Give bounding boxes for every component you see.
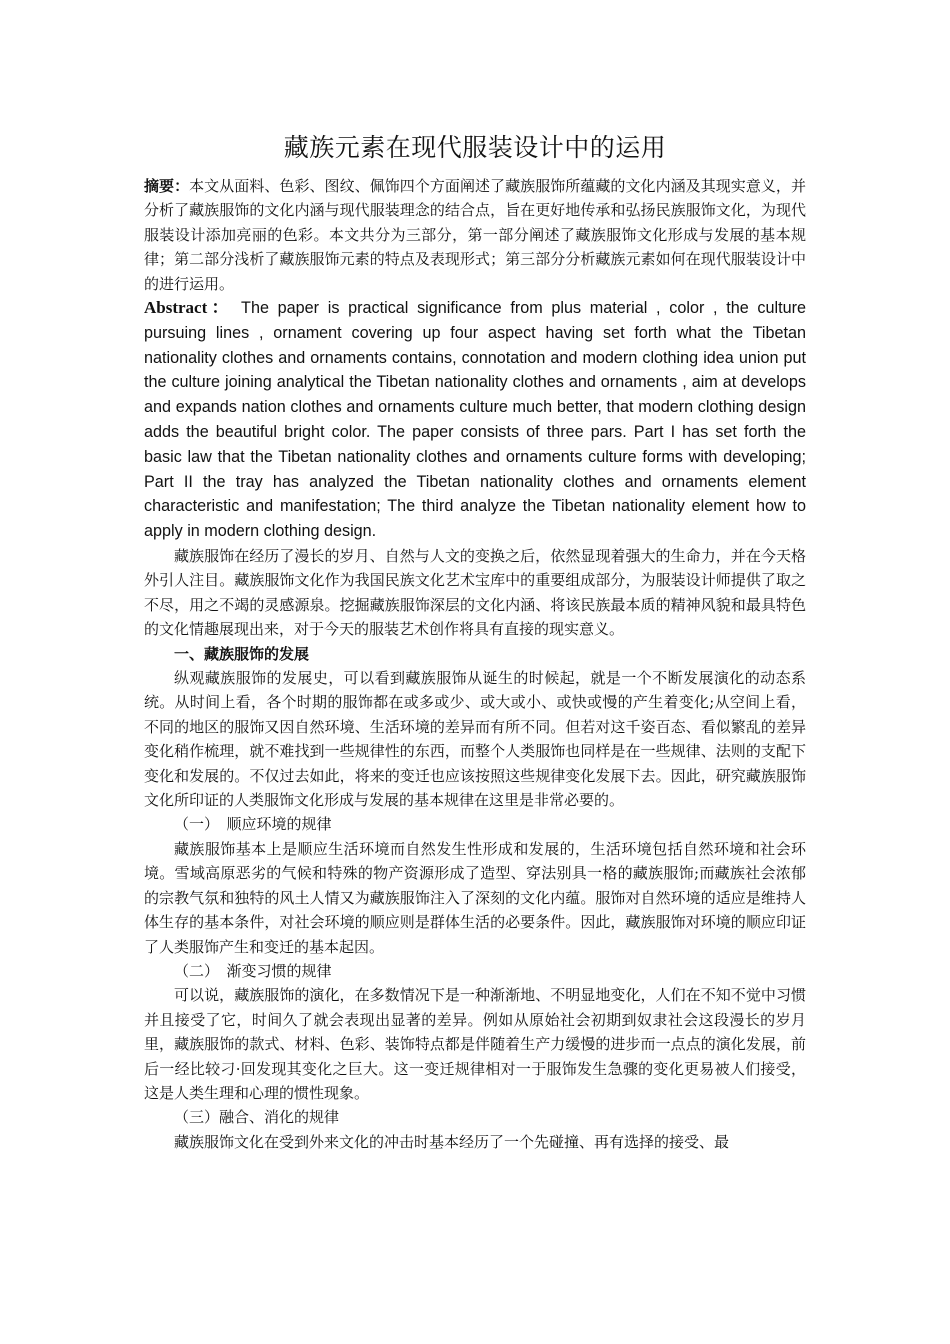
subsection-heading-2: （二） 渐变习惯的规律 (174, 961, 332, 980)
section-heading-1: 一、藏族服饰的发展 (174, 644, 310, 663)
paper-title: 藏族元素在现代服装设计中的运用 (283, 133, 667, 162)
section-1-paragraph: 纵观藏族服饰的发展史，可以看到藏族服饰从诞生的时候起，就是一个不断发展演化的动态系统。从时间上看，各个时期的服饰都在或多或少、或大或小、或快或慢的产生着变化;从空间上看，不同的地区的服饰又因自然环境、生活环境的差异而有所不同。但若对这千姿百态、看似繁乱的差异变化稍作梳理，就不难找到一些规律性的东西，而整个人类服饰也同样是在一些规律、法则的支配下变化和发展的。不仅过去如此，将来的变迁也应该按照这些规律变化发展下去。因此，研究藏族服饰文化所印证的人类服饰文化形成与发展的基本规律在这里是非常必要的。 (144, 669, 806, 810)
subsection-1-paragraph: 藏族服饰基本上是顺应生活环境而自然发生性形成和发展的，生活环境包括自然环境和社会环境。雪域高原恶劣的气候和特殊的物产资源形成了造型、穿法别具一格的藏族服饰;而藏族社会浓郁的宗教气氛和独特的风土人情又为藏族服饰注入了深刻的文化内蕴。服饰对自然环境的适应是维持人体生存的基本条件，对社会环境的顺应则是群体生活的必要条件。因此，藏族服饰对环境的顺应印证了人类服饰产生和变迁的基本起因。 (144, 839, 806, 956)
subsection-heading-3: （三）融合、消化的规律 (174, 1108, 340, 1127)
page-content (144, 128, 806, 1154)
abstract-english-label: Abstract： (144, 298, 233, 318)
abstract-english (144, 296, 806, 544)
subsection-heading-1: （一） 顺应环境的规律 (174, 815, 332, 834)
abstract-english-text: The paper is practical significance from plus material , color , the culture pursuing lines , ornament covering up four aspect having set forth what the Tibetan nationality clothes and ornaments contains, connotation and modern clothing idea union put the culture joining analytical the Tibetan nationality clothes and ornaments , aim at develops and expands nation clothes and ornaments culture much better, that modern clothing design adds the beautiful bright color. The paper consists of three pars. Part I has set forth the basic law that the Tibetan nationality clothes and ornaments culture forms with developing; Part II the tray has analyzed the Tibetan nationality clothes and ornaments element characteristic and manifestation; The third analyze the Tibetan nationality element how to apply in modern clothing design. (144, 299, 806, 541)
abstract-chinese (144, 174, 806, 296)
abstract-chinese-text: 本文从面料、色彩、图纹、佩饰四个方面阐述了藏族服饰所蕴藏的文化内涵及其现实意义，并分析了藏族服饰的文化内涵与现代服装理念的结合点，旨在更好地传承和弘扬民族服饰文化，为现代服装设计添加亮丽的色彩。本文共分为三部分，第一部分阐述了藏族服饰文化形成与发展的基本规律；第二部分浅析了藏族服饰元素的特点及表现形式；第三部分分析藏族元素如何在现代服装设计中的进行运用。 (144, 177, 806, 293)
subsection-3-paragraph: 藏族服饰文化在受到外来文化的冲击时基本经历了一个先碰撞、再有选择的接受、最 (174, 1132, 730, 1151)
abstract-chinese-label: 摘要： (144, 177, 190, 195)
subsection-2-paragraph: 可以说，藏族服饰的演化，在多数情况下是一种渐渐地、不明显地变化，人们在不知不觉中习惯并且接受了它，时间久了就会表现出显著的差异。例如从原始社会初期到奴隶社会这段漫长的岁月里，藏族服饰的款式、材料、色彩、装饰特点都是伴随着生产力缓慢的进步而一点点的演化发展，前后一经比较刁·回发现其变化之巨大。这一变迁规律相对一于服饰发生急骤的变化更易被人们接受，这是人类生理和心理的惯性现象。 (144, 986, 806, 1102)
intro-paragraph: 藏族服饰在经历了漫长的岁月、自然与人文的变换之后，依然显现着强大的生命力，并在今天格外引人注目。藏族服饰文化作为我国民族文化艺术宝库中的重要组成部分，为服装设计师提供了取之不尽，用之不竭的灵感源泉。挖掘藏族服饰深层的文化内涵、将该民族最本质的精神风貌和最具特色的文化情趣展现出来，对于今天的服装艺术创作将具有直接的现实意义。 (144, 547, 806, 639)
